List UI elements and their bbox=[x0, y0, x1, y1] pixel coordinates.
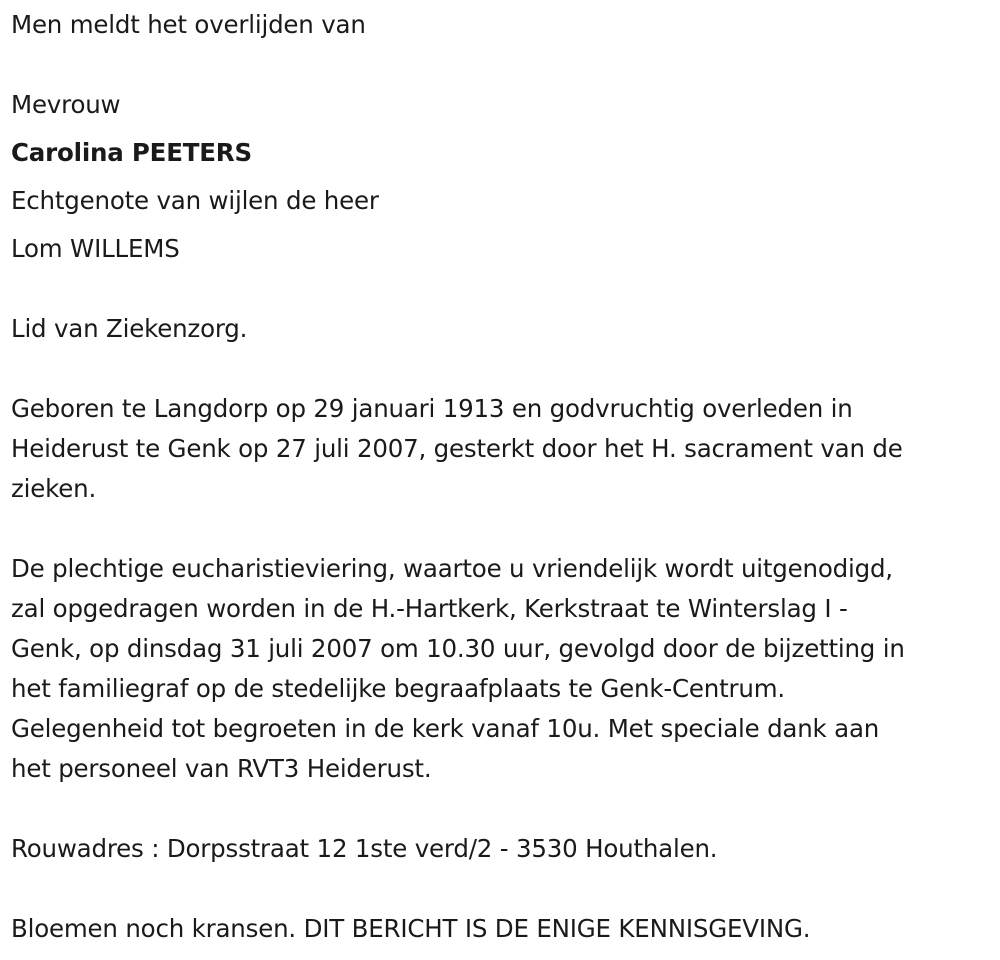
birth-death-line-2: Heiderust te Genk op 27 juli 2007, gesterkt door het H. sacrament van de bbox=[11, 434, 903, 463]
ceremony-line-2: zal opgedragen worden in de H.-Hartkerk, Kerkstraat te Winterslag I - bbox=[11, 594, 848, 623]
closing-text: Bloemen noch kransen. DIT BERICHT IS DE ENIGE KENNISGEVING. bbox=[11, 914, 811, 943]
mourning-address: Rouwadres : Dorpsstraat 12 1ste verd/2 - 3530 Houthalen. bbox=[11, 834, 718, 863]
birth-death-line-1: Geboren te Langdorp op 29 januari 1913 en godvruchtig overleden in bbox=[11, 394, 853, 423]
relation-text: Echtgenote van wijlen de heer bbox=[11, 186, 379, 215]
membership-text: Lid van Ziekenzorg. bbox=[11, 314, 248, 343]
ceremony-line-1: De plechtige eucharistieviering, waartoe u vriendelijk wordt uitgenodigd, bbox=[11, 554, 893, 583]
birth-death-line-3: zieken. bbox=[11, 474, 97, 503]
ceremony-line-3: Genk, op dinsdag 31 juli 2007 om 10.30 uur, gevolgd door de bijzetting in bbox=[11, 634, 905, 663]
intro-text: Men meldt het overlijden van bbox=[11, 10, 366, 39]
deceased-name: Carolina PEETERS bbox=[11, 138, 252, 167]
ceremony-line-6: het personeel van RVT3 Heiderust. bbox=[11, 754, 432, 783]
spouse-name: Lom WILLEMS bbox=[11, 234, 180, 263]
ceremony-line-4: het familiegraf op de stedelijke begraafplaats te Genk-Centrum. bbox=[11, 674, 785, 703]
title-prefix: Mevrouw bbox=[11, 90, 121, 119]
ceremony-line-5: Gelegenheid tot begroeten in de kerk vanaf 10u. Met speciale dank aan bbox=[11, 714, 880, 743]
